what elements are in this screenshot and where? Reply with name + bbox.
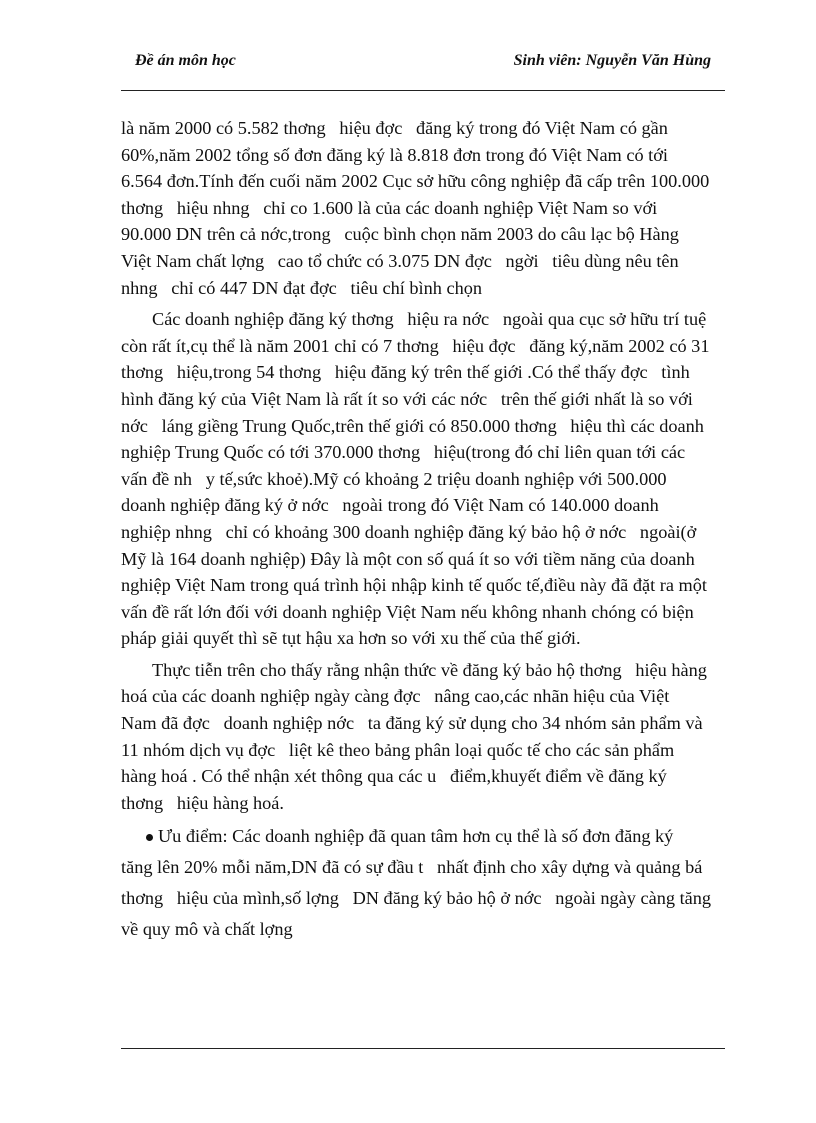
text-line: Ưu điểm: Các doanh nghiệp đã quan tâm hơn cụ thể là số đơn đăng ký (158, 826, 674, 847)
paragraph (121, 115, 725, 301)
text-line: 6.564 đơn.Tính đến cuối năm 2002 Cục sở hữu công nghiệp đã cấp trên 100.000 (121, 171, 710, 192)
text-line: nghiệp nhng chỉ có khoảng 300 doanh nghiệp đăng ký bảo hộ ở nớc ngoài(ở (121, 521, 697, 542)
text-line: Việt Nam chất lợng cao tổ chức có 3.075 DN đợc ngời tiêu dùng nêu tên (121, 250, 679, 271)
text-line: 60%,năm 2002 tổng số đơn đăng ký là 8.818 đơn trong đó Việt Nam có tới (121, 144, 668, 165)
text-line: thơng hiệu,trong 54 thơng hiệu đăng ký trên thế giới .Có thể thấy đợc tình (121, 362, 690, 383)
text-line: Nam đã đợc doanh nghiệp nớc ta đăng ký sử dụng cho 34 nhóm sản phẩm và (121, 713, 703, 734)
text-line: hình đăng ký của Việt Nam là rất ít so với các nớc trên thế giới nhất là so với (121, 388, 693, 409)
text-line: Mỹ là 164 doanh nghiệp) Đây là một con số quá ít so với tiềm năng của doanh (121, 548, 695, 569)
text-line: là năm 2000 có 5.582 thơng hiệu đợc đăng ký trong đó Việt Nam có gần (121, 118, 668, 138)
course-title: Đề án môn học (135, 52, 236, 69)
text-line: hàng hoá . Có thể nhận xét thông qua các u điểm,khuyết điểm về đăng ký (121, 766, 667, 787)
text-line: Các doanh nghiệp đăng ký thơng hiệu ra nớc ngoài qua cục sở hữu trí tuệ (152, 309, 707, 330)
bullet-item (121, 821, 725, 945)
text-line: 11 nhóm dịch vụ đợc liệt kê theo bảng phân loại quốc tế cho các sản phẩm (121, 739, 675, 760)
text-line: Thực tiễn trên cho thấy rằng nhận thức về đăng ký bảo hộ thơng hiệu hàng (152, 659, 707, 680)
bullet-icon (146, 834, 153, 841)
footer-divider (121, 1048, 725, 1049)
text-line: nhng chỉ có 447 DN đạt đợc tiêu chí bình chọn (121, 277, 483, 298)
text-line: thơng hiệu nhng chỉ co 1.600 là của các doanh nghiệp Việt Nam so với (121, 197, 658, 218)
text-line: vấn đề nh y tế,sức khoẻ).Mỹ có khoảng 2 triệu doanh nghiệp với 500.000 (121, 468, 667, 489)
paragraph (121, 306, 725, 652)
text-line: pháp giải quyết thì sẽ tụt hậu xa hơn so với xu thế của thế giới. (121, 628, 581, 649)
paragraph (121, 657, 725, 817)
text-line: 90.000 DN trên cả nớc,trong cuộc bình chọn năm 2003 do câu lạc bộ Hàng (121, 224, 679, 245)
text-line: về quy mô và chất lợng (121, 919, 293, 940)
text-line: còn rất ít,cụ thể là năm 2001 chỉ có 7 thơng hiệu đợc đăng ký,năm 2002 có 31 (121, 335, 710, 356)
page-header (121, 50, 725, 76)
text-line: doanh nghiệp đăng ký ở nớc ngoài trong đó Việt Nam có 140.000 doanh (121, 495, 659, 516)
text-line: tăng lên 20% mỗi năm,DN đã có sự đầu t nhất định cho xây dựng và quảng bá (121, 857, 703, 878)
text-line: thơng hiệu của mình,số lợng DN đăng ký bảo hộ ở nớc ngoài ngày càng tăng (121, 888, 712, 909)
student-name: Sinh viên: Nguyễn Văn Hùng (513, 52, 711, 69)
document-body (121, 115, 725, 945)
text-line: vấn đề rất lớn đối với doanh nghiệp Việt Nam nếu không nhanh chóng có biện (121, 601, 694, 622)
text-line: hoá của các doanh nghiệp ngày càng đợc nâng cao,các nhãn hiệu của Việt (121, 686, 670, 707)
header-divider (121, 90, 725, 91)
text-line: thơng hiệu hàng hoá. (121, 792, 284, 813)
text-line: nghiệp Trung Quốc có tới 370.000 thơng hiệu(trong đó chỉ liên quan tới các (121, 442, 686, 463)
text-line: nớc láng giềng Trung Quốc,trên thế giới có 850.000 thơng hiệu thì các doanh (121, 415, 704, 436)
text-line: nghiệp Việt Nam trong quá trình hội nhập kinh tế quốc tế,điều này đã đặt ra một (121, 575, 707, 596)
